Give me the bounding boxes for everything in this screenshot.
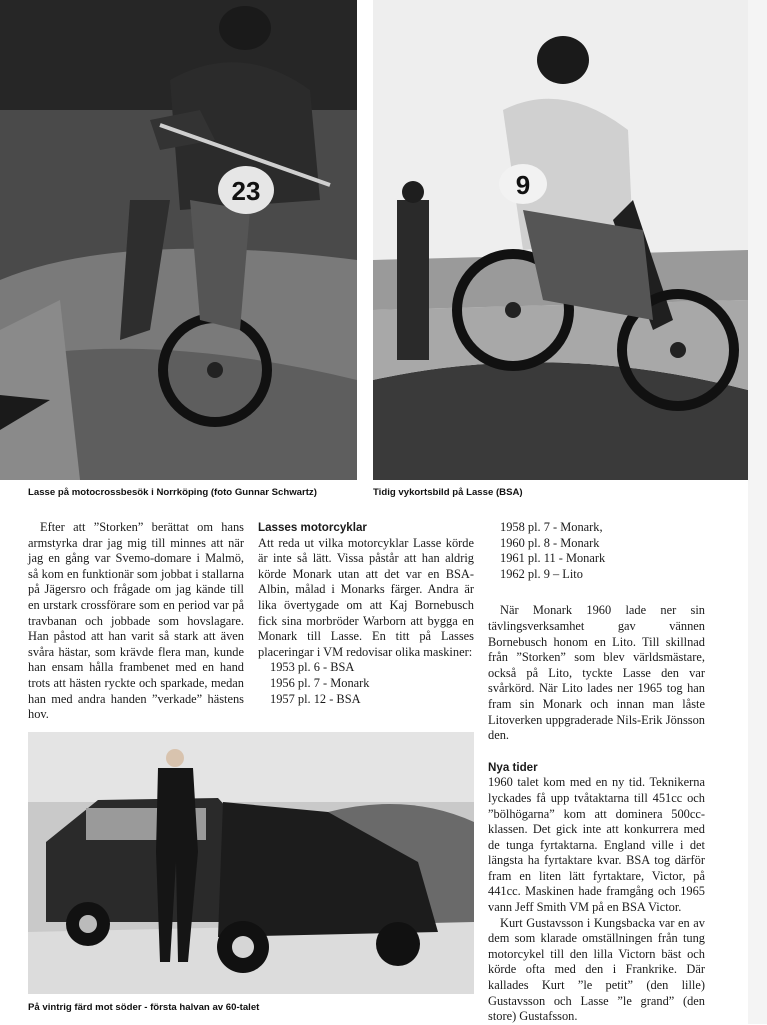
placements-list-1 xyxy=(258,660,474,707)
list-item: 1956 pl. 7 - Monark xyxy=(270,675,370,690)
list-item: 1961 pl. 11 - Monark xyxy=(500,551,606,566)
caption-top-right: Tidig vykortsbild på Lasse (BSA) xyxy=(373,487,523,498)
col1-paragraph: Efter att ”Storken” berättat om hans armstyrka drar jag mig till minnes att när jag en gång var Svemo-domare i Malmö, så kom en funktionär som jobbat i stallarna på Jägersro och frågade om jag kände till en urstark crossförare som en period var på travbanan och jobbade som hovslagare. Han påstod att han varit så stark att även svåra hästar, som krävde flera man, kunde han ensam hålla frambenet med en hand trots att hästen ryckte och sparkade, medan han med andra handen ”verkade” hästens hov. xyxy=(28,520,244,722)
list-item: 1957 pl. 12 - BSA xyxy=(270,691,361,706)
column-1 xyxy=(28,520,244,723)
col2-paragraph: Att reda ut vilka motorcyklar Lasse körde är inte så lätt. Vissa påstår att han aldrig körde Monark utan att det var en BSA-Albin, målad i Monarks färger. Andra är lika övertygade om att Kaj Bornebusch fick sina morbröder Warborn att bygga en Monark till Lasse. En titt på Lasses placeringar i VM redovisar olika maskiner: xyxy=(258,535,474,659)
col3-paragraph-2: 1960 talet kom med en ny tid. Teknikerna lyckades få upp tvåtaktarna till 451cc och ”bölhögarna” kom att dominera 500cc-klassen. Det gick inte att konkurrera med de tunga fyrtaktarna. England ville i det längsta ha fyrtaktare kvar. BSA tog därför fram en liten lätt fyrtaktare, Victor, på 441cc. Maskinen hade framgång och 1965 vann Jeff Smith VM på en BSA Victor. xyxy=(488,775,705,915)
photo-motocross-norrkoping xyxy=(0,0,357,480)
col3-paragraph-3: Kurt Gustavsson i Kungsbacka var en av dem som klarade omställningen från tung motorcykel till den lilla Victorn bäst och körde ofta med den i Frankrike. Där kallades Kurt ”le petit” (den lille) Gustavsson och Lasse ”le grand” (den store) Gustafsson. xyxy=(488,915,705,1024)
col3-paragraph-1: När Monark 1960 lade ner sin tävlingsverksamhet gav vännen Bornebusch honom en Lito. Till skillnad från ”Storken” som blev världsmästare, också på Lito, tyckte Lasse den var svårkörd. När Lito lades ner 1965 tog han fram sin Monark och innan man låste Litoverken uppgraderade Nils-Erik Jönsson den. xyxy=(488,603,705,743)
photo-rider-23-illustration xyxy=(0,0,357,480)
column-3 xyxy=(488,520,705,1025)
photo-winter-trip xyxy=(28,732,474,994)
placements-list-2 xyxy=(488,520,705,582)
photo-early-postcard xyxy=(373,0,748,480)
plate-number-23: 23 xyxy=(231,176,261,206)
caption-top-left: Lasse på motocrossbesök i Norrköping (foto Gunnar Schwartz) xyxy=(28,487,317,498)
list-item: 1958 pl. 7 - Monark, xyxy=(500,520,603,534)
list-item: 1962 pl. 9 – Lito xyxy=(500,566,583,581)
caption-bottom: På vintrig färd mot söder - första halvan av 60-talet xyxy=(28,1002,260,1013)
photo-car-trailer-illustration xyxy=(28,732,474,994)
plate-number-9: 9 xyxy=(515,170,531,200)
heading-lasses-motorcyklar: Lasses motorcyklar xyxy=(258,521,367,534)
heading-nya-tider: Nya tider xyxy=(488,760,538,774)
page-edge xyxy=(748,0,767,1024)
photo-rider-9-illustration xyxy=(373,0,748,480)
list-item: 1953 pl. 6 - BSA xyxy=(270,660,355,675)
list-item: 1960 pl. 8 - Monark xyxy=(500,535,600,550)
column-2 xyxy=(258,520,474,707)
